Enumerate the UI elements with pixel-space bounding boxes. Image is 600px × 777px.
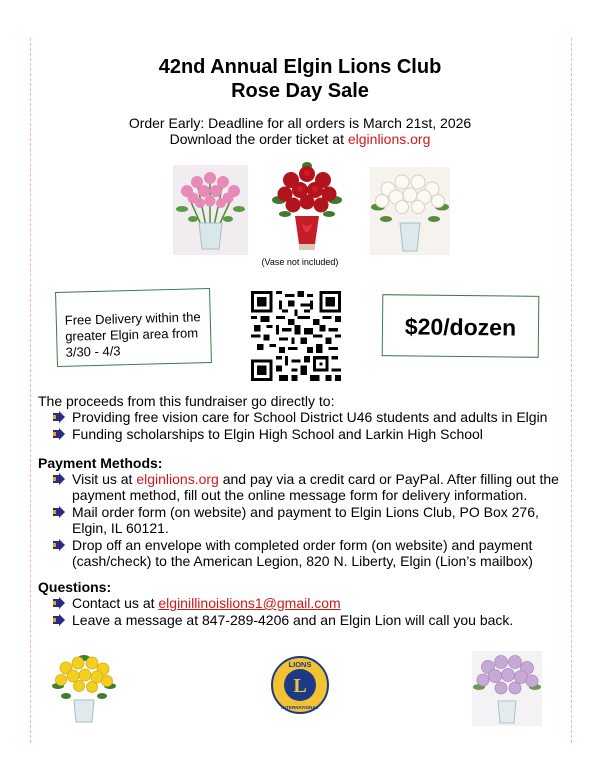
deadline-line: Order Early: Deadline for all orders is March 21st, 2026	[128, 115, 472, 131]
price-box	[382, 294, 540, 358]
list-item: Drop off an envelope with completed order form (on website) and payment (cash/check) to the American Legion, 820 N. Liberty, Elgin (Lion’s mailbox)	[53, 537, 563, 569]
arrow-bullet-icon	[53, 473, 66, 485]
delivery-text: Free Delivery within the greater Elgin area from 3/30 - 4/3	[64, 309, 201, 360]
email-link[interactable]: elginillinoislions1@gmail.com	[158, 595, 341, 611]
pink-roses-photo	[173, 165, 248, 255]
lavender-roses-photo	[472, 651, 542, 726]
website-link[interactable]: elginlions.org	[347, 131, 431, 147]
list-item: Providing free vision care for School District U46 students and adults in Elgin	[53, 409, 563, 425]
website-link[interactable]: elginlions.org	[136, 471, 219, 487]
arrow-bullet-icon	[53, 428, 66, 440]
list-item: Mail order form (on website) and payment to Elgin Lions Club, PO Box 276, Elgin, IL 60121.	[53, 504, 563, 536]
lions-logo	[271, 656, 329, 714]
arrow-bullet-icon	[53, 411, 66, 423]
list-item: Visit us at elginlions.org and pay via a credit card or PayPal. After filling out the payment method, fill out the online message form for delivery information.	[53, 471, 563, 503]
list-item: Leave a message at 847-289-4206 and an Elgin Lion will call you back.	[53, 612, 563, 628]
proceeds-list	[53, 409, 563, 443]
lions-logo-bottom: INTERNATIONAL	[281, 705, 319, 710]
delivery-box	[55, 288, 212, 367]
questions-list	[53, 595, 563, 629]
page-title: 42nd Annual Elgin Lions Club	[158, 56, 442, 78]
arrow-bullet-icon	[53, 614, 66, 626]
list-item: Contact us at elginillinoislions1@gmail.com	[53, 595, 563, 611]
arrow-bullet-icon	[53, 539, 66, 551]
proceeds-intro: The proceeds from this fundraiser go directly to:	[38, 393, 335, 409]
qr-code[interactable]	[251, 291, 341, 381]
lions-logo-top: LIONS	[288, 660, 312, 669]
white-roses-photo	[370, 167, 450, 255]
download-prefix: Download the order ticket at	[169, 131, 348, 147]
payment-heading: Payment Methods:	[38, 455, 163, 471]
arrow-bullet-icon	[53, 597, 66, 609]
payment-list	[53, 471, 563, 570]
page-subtitle: Rose Day Sale	[231, 80, 369, 102]
arrow-bullet-icon	[53, 506, 66, 518]
yellow-roses-photo	[52, 652, 116, 724]
questions-heading: Questions:	[38, 579, 112, 595]
lions-logo-letter: L	[293, 675, 307, 697]
list-item: Funding scholarships to Elgin High School and Larkin High School	[53, 426, 563, 442]
vase-caption: (Vase not included)	[261, 257, 339, 267]
red-roses-photo	[271, 160, 343, 252]
price-text: $20/dozen	[404, 313, 517, 341]
download-line	[0, 131, 600, 147]
